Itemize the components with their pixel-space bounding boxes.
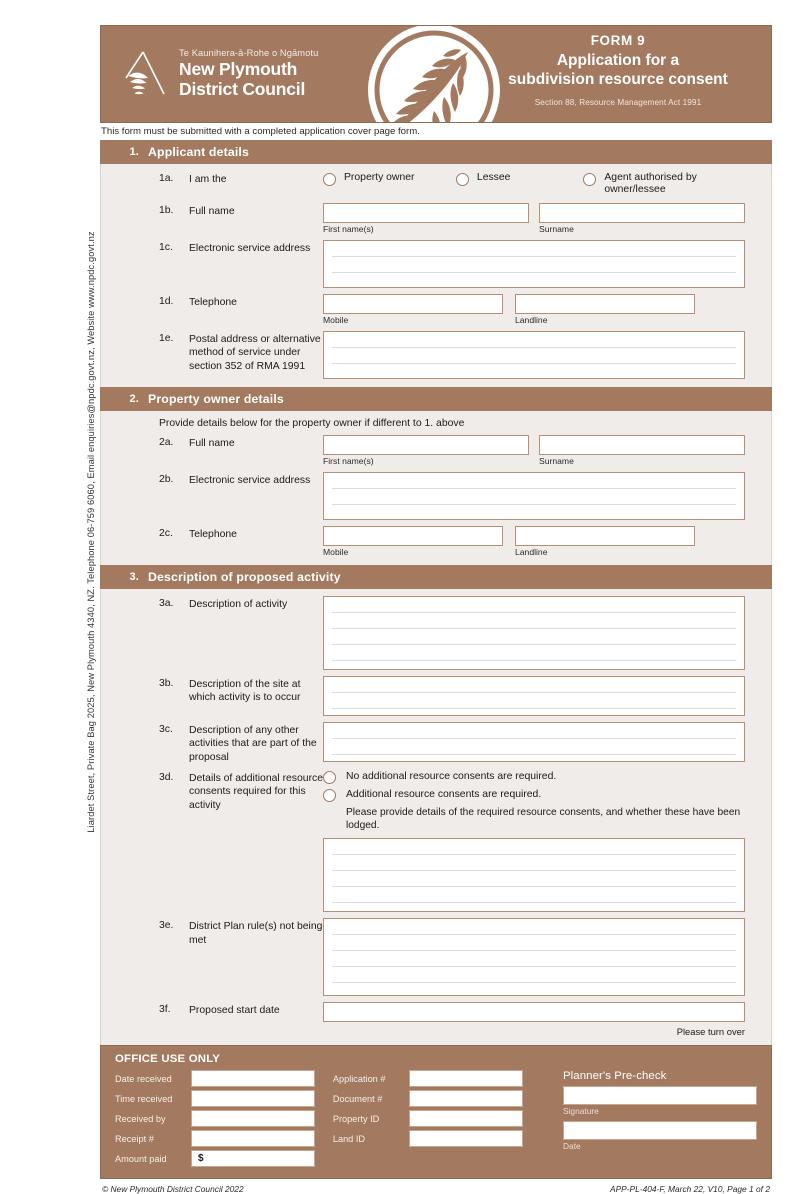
- office-label-date-received: Date received: [115, 1073, 172, 1084]
- field-label-2c: Telephone: [189, 528, 237, 540]
- office-row-land-id: [333, 1130, 523, 1147]
- field-row-2b: [101, 472, 771, 520]
- office-column-identifiers: [333, 1070, 523, 1170]
- council-name-line2: District Council: [179, 79, 306, 99]
- page-footer: [100, 1179, 772, 1194]
- field-number-2c: 2c.: [159, 527, 173, 539]
- office-label-date: Date: [562, 1141, 581, 1152]
- field-label-1b: Full name: [189, 205, 235, 217]
- field-row-1e: [101, 331, 771, 379]
- footer-copyright: © New Plymouth District Council 2022: [102, 1184, 244, 1194]
- office-input-document-number[interactable]: [409, 1090, 523, 1107]
- office-input-received-by[interactable]: [191, 1110, 315, 1127]
- input-description-other-activities[interactable]: [323, 722, 745, 762]
- section-3-heading: Description of proposed activity: [148, 569, 341, 584]
- section-2-intro: Provide details below for the property owner if different to 1. above: [159, 417, 465, 429]
- field-number-1b: 1b.: [159, 204, 174, 216]
- section-2-number: 2.: [129, 392, 139, 405]
- sublabel-surname: Surname: [539, 223, 574, 234]
- council-logo-wordmark: [179, 48, 318, 100]
- field-label-3e: District Plan rule(s) not being met: [189, 921, 323, 946]
- sublabel-first-names: First name(s): [323, 455, 374, 466]
- section-2-heading: Property owner details: [148, 391, 284, 406]
- input-description-of-site[interactable]: [323, 676, 745, 716]
- input-applicant-surname[interactable]: [539, 203, 745, 223]
- input-owner-surname[interactable]: [539, 435, 745, 455]
- field-row-3b: [101, 676, 771, 716]
- field-number-2a: 2a.: [159, 436, 174, 448]
- sublabel-mobile: Mobile: [323, 314, 349, 325]
- office-label-receipt-number: Receipt #: [115, 1133, 154, 1144]
- radio-label-property-owner: Property owner: [344, 172, 415, 183]
- field-row-2a: [101, 435, 771, 466]
- office-row-property-id: [333, 1110, 523, 1127]
- field-number-3d: 3d.: [159, 771, 174, 783]
- please-turn-over-note: Please turn over: [676, 1026, 745, 1038]
- form-title-line2: subdivision resource consent: [508, 71, 728, 89]
- office-row-date-received: [115, 1070, 315, 1087]
- field-label-2a: Full name: [189, 437, 235, 449]
- radio-option-property-owner[interactable]: [323, 172, 456, 186]
- field-label-3f: Proposed start date: [189, 1005, 280, 1017]
- office-row-application-number: [333, 1070, 523, 1087]
- input-additional-consents-details[interactable]: [323, 838, 745, 912]
- office-input-land-id[interactable]: [409, 1130, 523, 1147]
- office-label-document-number: Document #: [332, 1093, 383, 1104]
- section-3-body: [100, 589, 772, 1045]
- input-description-of-activity[interactable]: [323, 596, 745, 670]
- field-row-3c: [101, 722, 771, 764]
- field-number-1c: 1c.: [159, 241, 173, 253]
- submission-notice: This form must be submitted with a completed application cover page form.: [100, 123, 772, 140]
- office-label-received-by: Received by: [115, 1113, 166, 1124]
- field-number-1d: 1d.: [159, 295, 174, 307]
- mountain-wave-logo-icon: [123, 48, 167, 100]
- input-proposed-start-date[interactable]: [323, 1002, 745, 1022]
- section-header-property-owner-details: [100, 387, 772, 411]
- input-applicant-landline[interactable]: [515, 294, 695, 314]
- helper-text-additional-consents: Please provide details of the required resource consents, and whether these have been lodged.: [346, 806, 741, 832]
- section-1-number: 1.: [129, 146, 139, 158]
- council-name-line1: New Plymouth: [179, 59, 298, 80]
- form-title-line1: Application for a: [556, 52, 680, 69]
- field-row-3d: [101, 770, 771, 913]
- office-row-amount-paid: [115, 1150, 315, 1167]
- office-row-receipt-number: [115, 1130, 315, 1147]
- field-number-3e: 3e.: [159, 920, 174, 932]
- radio-circle-icon[interactable]: [323, 173, 336, 186]
- form-legal-reference: Section 88, Resource Management Act 1991: [534, 97, 702, 107]
- council-maori-name: Te Kaunihera-ā-Rohe o Ngāmotu: [179, 48, 319, 59]
- radio-label-no-additional-consents: No additional resource consents are required.: [346, 770, 557, 782]
- section-1-body: [100, 164, 772, 387]
- office-label-property-id: Property ID: [332, 1113, 380, 1124]
- radio-label-additional-consents: Additional resource consents are required.: [346, 788, 542, 800]
- radio-option-no-additional-consents[interactable]: [323, 770, 745, 784]
- office-row-received-by: [115, 1110, 315, 1127]
- footer-document-reference: APP-PL-404-F, March 22, V10, Page 1 of 2: [610, 1184, 770, 1194]
- field-number-3b: 3b.: [159, 677, 174, 689]
- section-header-applicant-details: [100, 140, 772, 164]
- input-district-plan-rules[interactable]: [323, 918, 745, 996]
- section-header-proposed-activity: [100, 565, 772, 589]
- radio-circle-icon[interactable]: [456, 173, 469, 186]
- office-input-receipt-number[interactable]: [191, 1130, 315, 1147]
- radio-option-agent[interactable]: [583, 172, 745, 197]
- input-applicant-first-name[interactable]: [323, 203, 529, 223]
- section-2-body: [100, 411, 772, 565]
- input-owner-first-name[interactable]: [323, 435, 529, 455]
- office-label-time-received: Time received: [115, 1093, 173, 1104]
- field-number-2b: 2b.: [159, 473, 174, 485]
- office-row-time-received: [115, 1090, 315, 1107]
- field-row-1b: [101, 203, 771, 234]
- masthead: [100, 25, 772, 123]
- office-input-property-id[interactable]: [409, 1110, 523, 1127]
- input-applicant-postal-address[interactable]: [323, 331, 745, 379]
- radio-circle-icon[interactable]: [323, 771, 336, 784]
- field-number-3a: 3a.: [159, 597, 174, 609]
- radio-option-lessee[interactable]: [456, 172, 583, 186]
- radio-group-applicant-type: [323, 171, 745, 197]
- office-column-planner-precheck: [563, 1070, 757, 1170]
- office-use-only-panel: [100, 1045, 772, 1179]
- side-address-strip: [0, 0, 100, 1130]
- sublabel-mobile: Mobile: [323, 546, 349, 557]
- field-row-1c: [101, 240, 771, 288]
- sublabel-landline: Landline: [515, 314, 548, 325]
- form-title-block: [481, 26, 771, 122]
- office-label-signature: Signature: [562, 1106, 599, 1117]
- form-number: FORM 9: [590, 33, 646, 48]
- field-label-3c: Description of any other activities that are part of the proposal: [189, 724, 317, 763]
- sublabel-landline: Landline: [515, 546, 548, 557]
- office-label-land-id: Land ID: [332, 1133, 366, 1144]
- field-number-1e: 1e.: [159, 332, 174, 344]
- section-3-number: 3.: [129, 570, 139, 583]
- input-owner-electronic-service-address[interactable]: [323, 472, 745, 520]
- office-label-amount-paid: Amount paid: [115, 1153, 167, 1164]
- input-applicant-mobile[interactable]: [323, 294, 503, 314]
- field-row-1a: [101, 171, 771, 197]
- field-label-1c: Electronic service address: [189, 242, 311, 254]
- field-number-3c: 3c.: [159, 723, 173, 735]
- radio-label-lessee: Lessee: [476, 172, 511, 183]
- field-label-1e: Postal address or alternative method of service under section 352 of RMA 1991: [189, 333, 321, 372]
- office-input-date-received[interactable]: [191, 1070, 315, 1087]
- office-input-planner-date[interactable]: [563, 1121, 757, 1140]
- office-input-application-number[interactable]: [409, 1070, 523, 1087]
- field-number-1a: 1a.: [159, 173, 174, 184]
- field-row-3e: [101, 918, 771, 996]
- office-input-time-received[interactable]: [191, 1090, 315, 1107]
- office-input-planner-signature[interactable]: [563, 1086, 757, 1105]
- sublabel-surname: Surname: [539, 455, 574, 466]
- office-label-application-number: Application #: [332, 1073, 386, 1084]
- council-logo: [101, 26, 318, 122]
- side-address-text: Liardet Street, Private Bag 2025, New Plymouth 4340, NZ. Telephone 06-759 6060, Email enquiries@npdc.govt.nz, Website www.npdc.govt.nz: [86, 231, 96, 833]
- field-row-3f: [101, 1002, 771, 1022]
- form-page: [100, 25, 772, 1194]
- field-row-3a: [101, 596, 771, 670]
- radio-circle-icon[interactable]: [323, 789, 336, 802]
- section-1-heading: Applicant details: [148, 145, 249, 159]
- field-label-3d: Details of additional resource consents required for this activity: [189, 772, 323, 811]
- input-owner-landline[interactable]: [515, 526, 695, 546]
- field-label-2b: Electronic service address: [189, 474, 311, 486]
- office-input-amount-paid[interactable]: $: [191, 1150, 315, 1167]
- input-owner-mobile[interactable]: [323, 526, 503, 546]
- field-row-1d: [101, 294, 771, 325]
- planner-precheck-title: Planner's Pre-check: [562, 1070, 667, 1083]
- field-label-3a: Description of activity: [189, 598, 288, 610]
- sublabel-first-names: First name(s): [323, 223, 374, 234]
- field-label-3b: Description of the site at which activity is to occur: [189, 678, 301, 704]
- office-row-document-number: [333, 1090, 523, 1107]
- field-label-1a: I am the: [189, 174, 227, 185]
- office-use-title: OFFICE USE ONLY: [115, 1053, 221, 1066]
- office-column-receipt: [115, 1070, 315, 1170]
- radio-circle-icon[interactable]: [583, 173, 596, 186]
- input-applicant-electronic-service-address[interactable]: [323, 240, 745, 288]
- radio-option-additional-consents[interactable]: [323, 788, 745, 802]
- field-label-1d: Telephone: [189, 296, 237, 308]
- field-number-3f: 3f.: [159, 1004, 171, 1016]
- radio-label-agent: Agent authorised by owner/lessee: [604, 172, 697, 196]
- field-row-2c: [101, 526, 771, 557]
